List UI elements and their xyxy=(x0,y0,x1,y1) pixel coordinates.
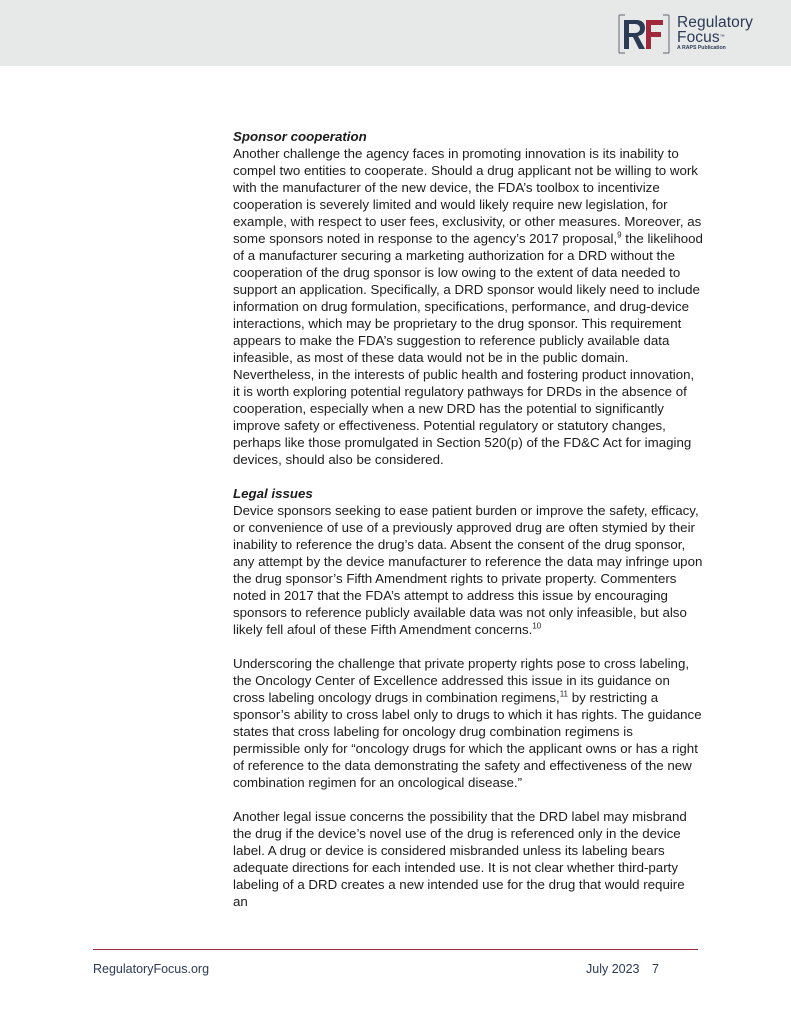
logo-wordmark xyxy=(677,15,753,52)
paragraph-legal-issues-2 xyxy=(233,655,703,791)
footer-site-link[interactable]: RegulatoryFocus.org xyxy=(93,962,210,976)
paragraph-text: Another challenge the agency faces in promoting innovation is its inability to compel two entities to cooperate. Should a drug applicant not be willing to work with the manufacturer of the new device, the FDA’s toolbox to incentivize cooperation is severely limited and would likely require new legislation, for example, with respect to user fees, exclusivity, or other measures. Moreover, as some sponsors noted in response to the agency’s 2017 proposal, xyxy=(233,146,702,246)
regulatory-focus-logo xyxy=(616,12,766,56)
footnote-ref-10[interactable]: 10 xyxy=(532,621,542,631)
logo-line-focus xyxy=(677,30,753,45)
footer-divider xyxy=(93,949,698,950)
page-number: 7 xyxy=(652,962,659,976)
article-body xyxy=(233,128,703,910)
logo-focus-text: Focus xyxy=(677,29,720,46)
footnote-ref-9[interactable]: 9 xyxy=(617,230,622,240)
paragraph-text: the likelihood of a manufacturer securing a marketing authorization for a DRD without the cooperation of the drug sponsor is low owing to the extent of data needed to support an application. Specifically, a DRD sponsor would likely need to include information on drug formulation, specifications, performance, and drug-device interactions, which may be proprietary to the drug sponsor. This requirement appears to make the FDA’s suggestion to reference publicly available data infeasible, as most of these data would not be in the public domain. Nevertheless, in the interests of public health and fostering product innovation, it is worth exploring potential regulatory pathways for DRDs in the absence of cooperation, especially when a new DRD has the potential to significantly improve safety or effectiveness. Potential regulatory or statutory changes, perhaps like those promulgated in Section 520(p) of the FD&C Act for imaging devices, should also be considered. xyxy=(233,231,703,467)
paragraph-legal-issues-1 xyxy=(233,502,703,638)
paragraph-text: Device sponsors seeking to ease patient burden or improve the safety, efficacy, or convenience of use of a previously approved drug are often stymied by their inability to reference the drug’s data. Absent the consent of the drug sponsor, any attempt by the device manufacturer to reference the data may infringe upon the drug sponsor’s Fifth Amendment rights to private property. Commenters noted in 2017 that the FDA’s attempt to address this issue by encouraging sponsors to reference publicly available data was not only infeasible, but also likely fell afoul of these Fifth Amendment concerns. xyxy=(233,503,703,637)
logo-tagline: A RAPS Publication xyxy=(677,45,726,51)
paragraph-text: Underscoring the challenge that private property rights pose to cross labeling, the Oncology Center of Excellence addressed this issue in its guidance on cross labeling oncology drugs in combination regimens, xyxy=(233,656,690,705)
paragraph-sponsor-cooperation xyxy=(233,145,703,468)
paragraph-text: by restricting a sponsor’s ability to cross label only to drugs to which it has rights. The guidance states that cross labeling for oncology drug combination regimens is permissible only for “oncology drugs for which the applicant owns or has a right of reference to the data demonstrating the safety and effectiveness of the new combination regimen for an oncological disease.” xyxy=(233,690,702,790)
footnote-ref-11[interactable]: 11 xyxy=(559,689,569,699)
rf-logo-mark xyxy=(616,12,672,56)
page-header xyxy=(0,0,791,66)
section-heading-sponsor-cooperation: Sponsor cooperation xyxy=(233,129,367,144)
paragraph-legal-issues-3: Another legal issue concerns the possibility that the DRD label may misbrand the drug if the device’s novel use of the drug is referenced only in the device label. A drug or device is considered misbranded unless its labeling bears adequate directions for each intended use. It is not clear whether third-party labeling of a DRD creates a new intended use for the drug that would require an xyxy=(233,809,687,909)
section-heading-legal-issues: Legal issues xyxy=(233,486,313,501)
footer-date: July 2023 xyxy=(586,962,640,976)
logo-line-regulatory: Regulatory xyxy=(677,14,753,31)
trademark-mark: ™ xyxy=(719,34,725,40)
